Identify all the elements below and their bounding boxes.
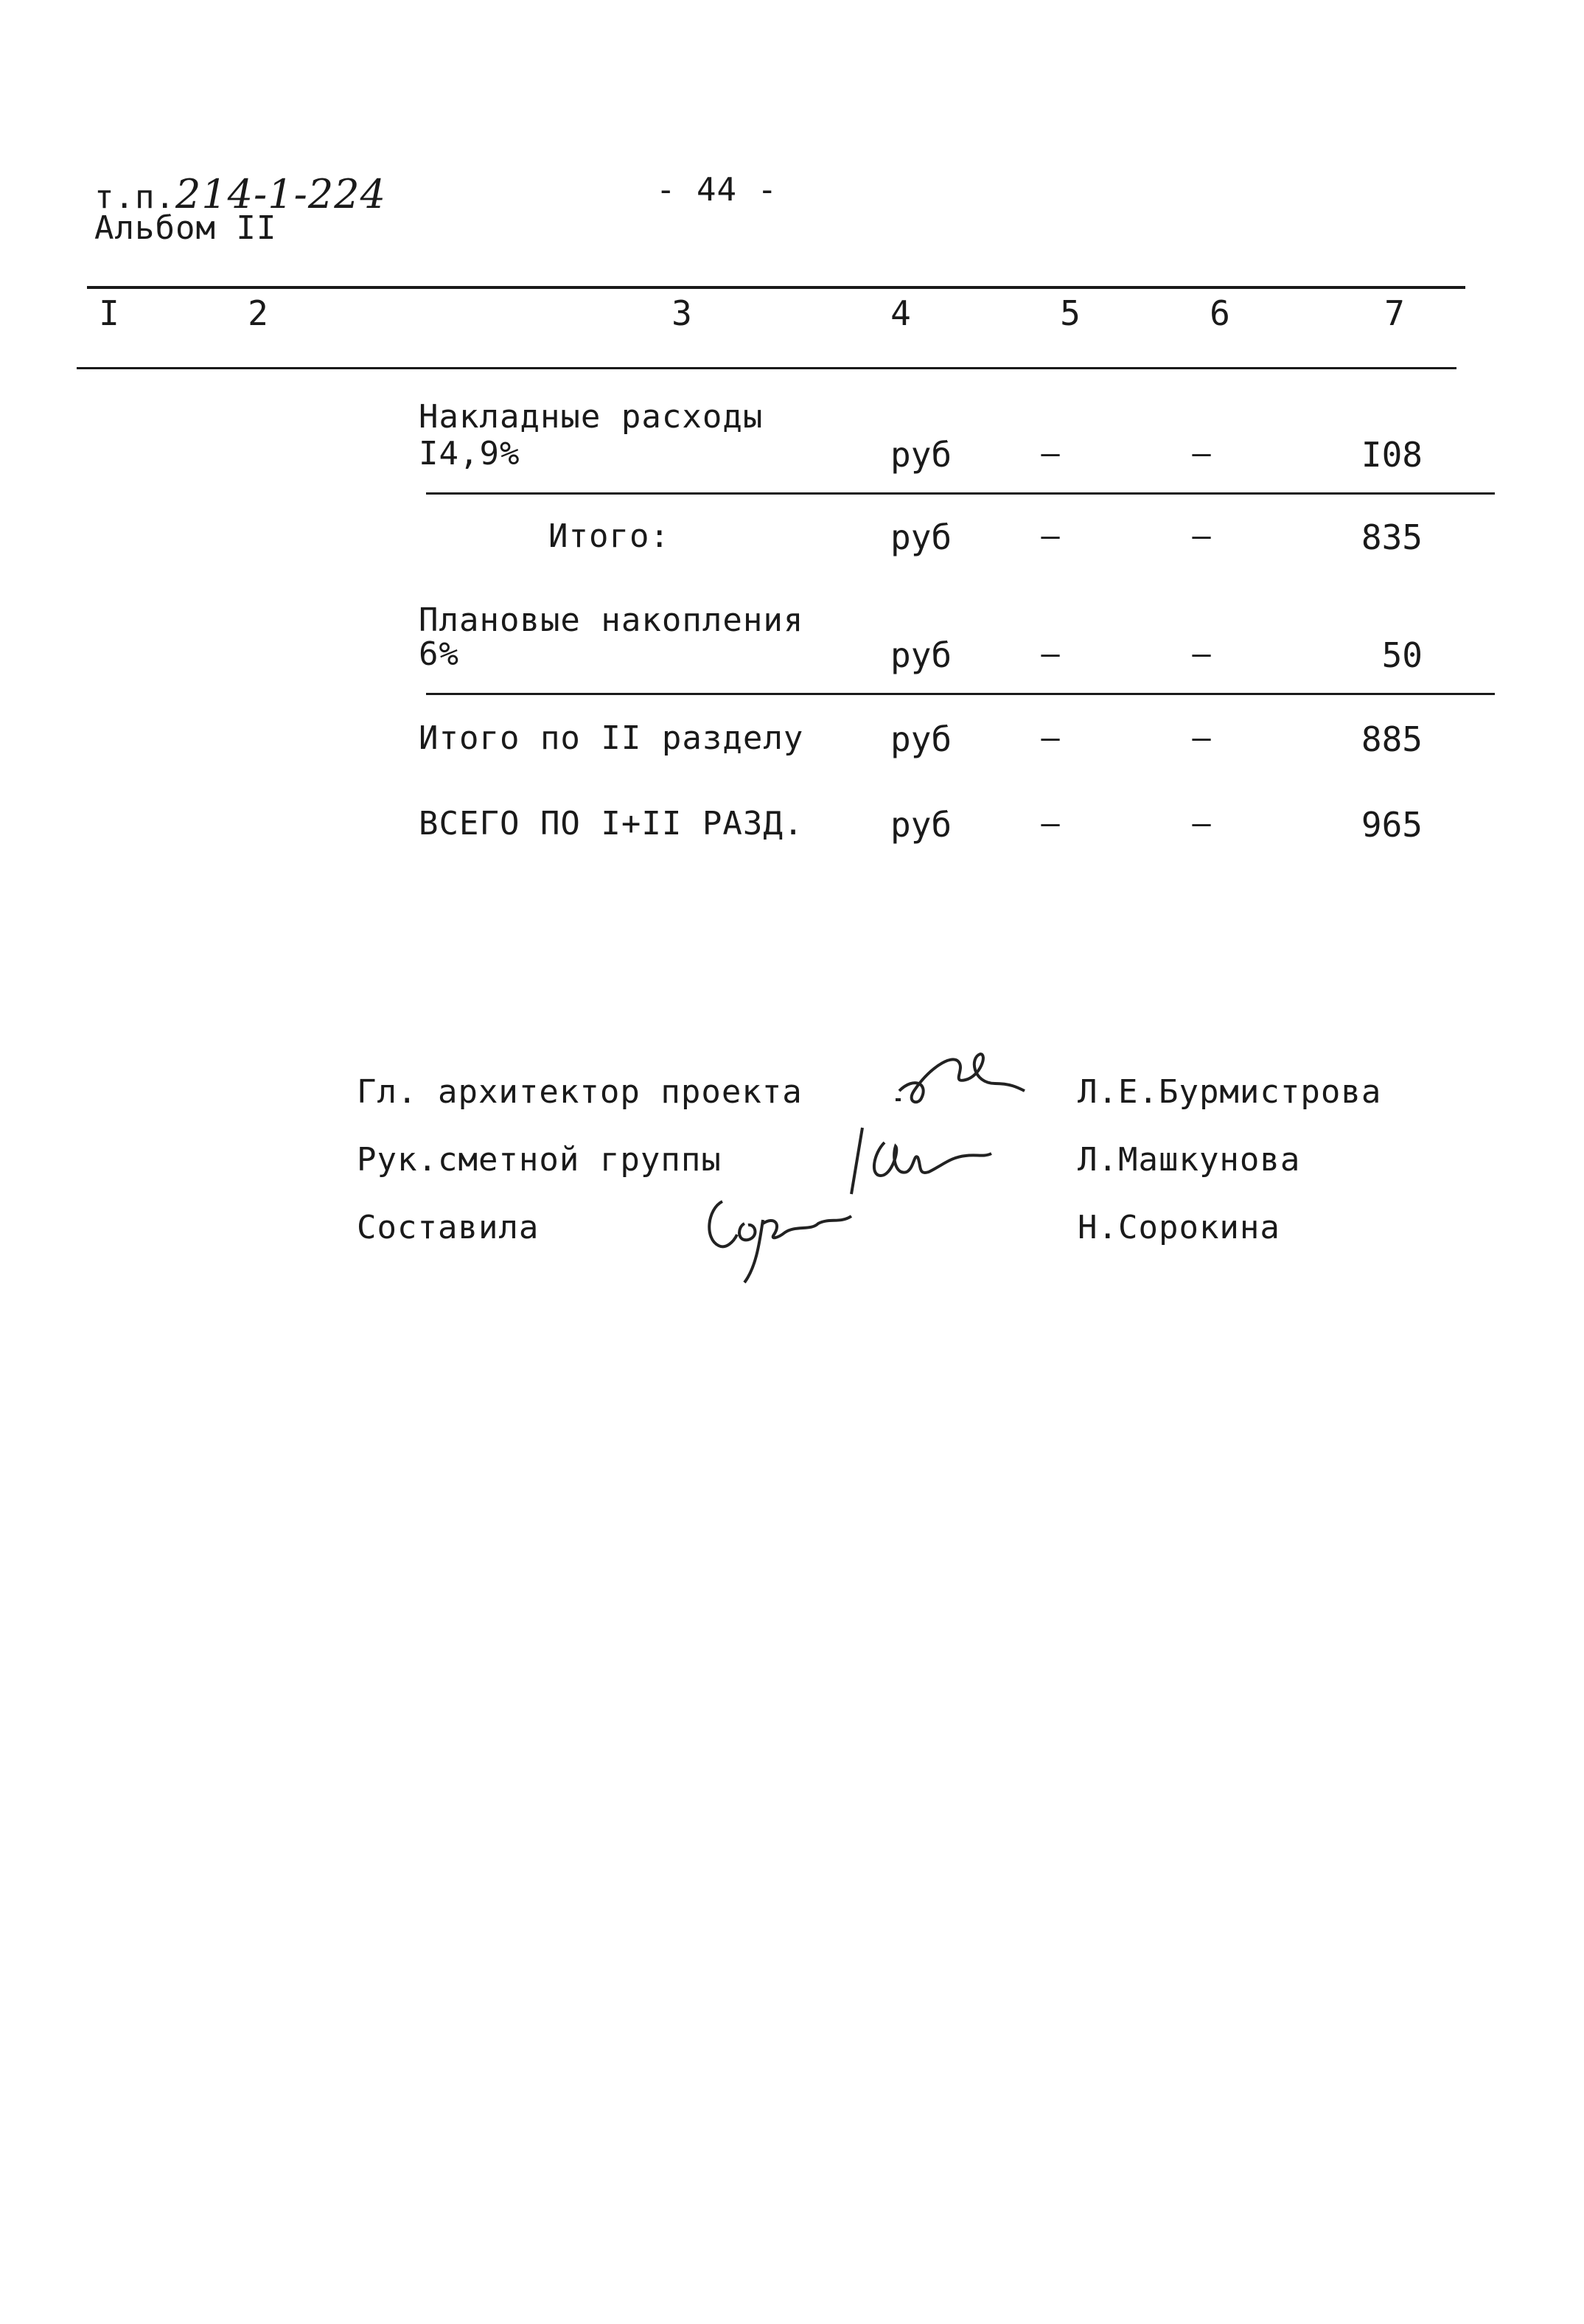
doc-prefix: т.п. xyxy=(94,178,175,216)
signature-role: Рук.сметной группы xyxy=(357,1141,722,1179)
table-row-unit: руб xyxy=(890,635,952,675)
signature-name: Л.Машкунова xyxy=(1078,1141,1301,1179)
signature-role: Гл. архитектор проекта xyxy=(357,1073,803,1111)
table-row-col5: – xyxy=(1041,719,1060,756)
table-row-col5: – xyxy=(1041,805,1060,841)
column-header-4: 4 xyxy=(890,293,911,333)
table-row-col5: – xyxy=(1041,635,1060,671)
table-row-value: 835 xyxy=(1361,517,1423,557)
signature-role: Составила xyxy=(357,1209,540,1246)
table-row-value: 965 xyxy=(1361,805,1423,845)
column-header-2: 2 xyxy=(248,293,268,333)
table-row-col6: – xyxy=(1192,805,1211,841)
column-header-5: 5 xyxy=(1060,293,1081,333)
page-number: - 44 - xyxy=(656,171,778,209)
column-header-6: 6 xyxy=(1210,293,1230,333)
table-row-col5: – xyxy=(1041,435,1060,471)
table-row-label: Итого по II разделу xyxy=(419,719,804,757)
column-header-7: 7 xyxy=(1384,293,1405,333)
table-row-sublabel: 6% xyxy=(419,635,459,673)
table-row-col6: – xyxy=(1192,635,1211,671)
column-header-3: 3 xyxy=(671,293,692,333)
table-row-unit: руб xyxy=(890,517,952,557)
table-row-col5: – xyxy=(1041,517,1060,554)
table-header-rule xyxy=(77,367,1456,369)
row-separator xyxy=(426,693,1495,695)
table-row-unit: руб xyxy=(890,805,952,845)
table-row-label: ВСЕГО ПО I+II РАЗД. xyxy=(419,805,804,842)
album-label: Альбом II xyxy=(94,209,277,247)
table-top-rule xyxy=(87,286,1465,289)
signature-mark-compiler xyxy=(693,1179,870,1290)
column-header-1: I xyxy=(99,293,119,333)
table-row-label: Плановые накопления xyxy=(419,601,804,639)
table-row-unit: руб xyxy=(890,435,952,475)
table-row-value: 885 xyxy=(1361,719,1423,759)
table-row-col6: – xyxy=(1192,719,1211,756)
signature-name: Л.Е.Бурмистрова xyxy=(1078,1073,1382,1111)
row-separator xyxy=(426,492,1495,495)
signature-mark-architect xyxy=(885,1032,1032,1113)
table-row-value: 50 xyxy=(1381,635,1423,675)
table-row-label: Итого: xyxy=(548,517,670,555)
table-row-unit: руб xyxy=(890,719,952,759)
table-row-col6: – xyxy=(1192,435,1211,471)
doc-number: 214-1-224 xyxy=(175,171,386,217)
table-row-sublabel: I4,9% xyxy=(419,435,520,472)
table-row-label: Накладные расходы xyxy=(419,398,764,436)
table-row-col6: – xyxy=(1192,517,1211,554)
signature-name: Н.Сорокина xyxy=(1078,1209,1280,1246)
table-row-value: I08 xyxy=(1361,435,1423,475)
